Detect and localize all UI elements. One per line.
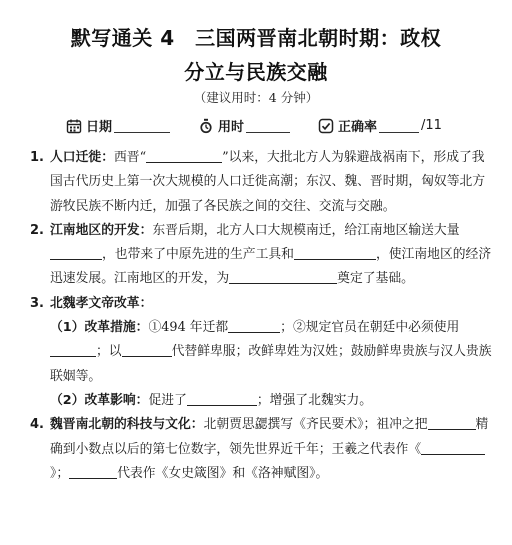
question-text: ；以 — [96, 344, 122, 360]
question-text: 精确到小数点以后的第七位数字，领先世界近千年；王羲之代表作《 — [50, 417, 489, 457]
question-number: 3. — [30, 295, 44, 311]
question-text: 奠定了基础。 — [337, 271, 414, 287]
answer-blank[interactable] — [146, 148, 222, 163]
date-label: 日期 — [86, 120, 113, 135]
answer-blank[interactable] — [187, 391, 257, 406]
stopwatch-icon — [198, 118, 214, 134]
answer-blank[interactable] — [294, 245, 376, 260]
question-text: ，使江南地区的经济迅速发展。江南地区的开发，为 — [50, 247, 492, 287]
question-text: 促进了 — [148, 392, 187, 408]
time-label: 用时 — [218, 120, 245, 135]
page-title-line1: 默写通关 4 三国两晋南北朝时期：政权 — [70, 26, 442, 50]
date-field[interactable] — [66, 116, 170, 135]
question-text: 》； — [50, 465, 70, 481]
question-3-impact — [50, 389, 492, 413]
question-3-measures — [50, 316, 492, 389]
page-title-line2: 分立与民族交融 — [184, 60, 328, 84]
sub-keyword: （2）改革影响： — [50, 392, 149, 408]
answer-blank[interactable] — [50, 245, 102, 260]
question-keyword: 魏晋南北朝的科技与文化： — [50, 417, 204, 433]
question-text: 北朝贾思勰撰写《齐民要术》；祖冲之把 — [203, 417, 428, 433]
answer-blank[interactable] — [50, 342, 96, 357]
calendar-icon — [66, 118, 82, 134]
question-text: ①494 年迁都 — [148, 320, 229, 336]
question-keyword: 北魏孝文帝改革： — [50, 295, 153, 311]
question-text: 东晋后期，北方人口大规模南迁，给江南地区输送大量 — [152, 222, 460, 238]
answer-blank[interactable] — [228, 318, 280, 333]
question-number: 2. — [30, 222, 44, 238]
question-4 — [30, 413, 492, 486]
question-number: 1. — [30, 150, 44, 165]
question-text: 代表作《女史箴图》和《洛神赋图》。 — [117, 465, 329, 481]
accuracy-field[interactable] — [318, 116, 442, 135]
time-blank[interactable] — [246, 118, 290, 133]
question-keyword: 人口迁徙： — [50, 150, 114, 165]
question-text: ，也带来了中原先进的生产工具和 — [102, 247, 294, 263]
question-text: 西晋“ — [113, 150, 147, 165]
question-1 — [30, 146, 492, 219]
question-list — [30, 146, 492, 486]
accuracy-blank[interactable] — [379, 118, 419, 133]
answer-blank[interactable] — [421, 440, 485, 455]
checkbox-icon — [318, 118, 334, 134]
time-field[interactable] — [198, 116, 290, 135]
question-keyword: 江南地区的开发： — [50, 222, 153, 238]
suggested-time: （建议用时：4 分钟） — [193, 90, 319, 105]
sub-keyword: （1）改革措施： — [50, 320, 149, 336]
question-text: ”以来，大批北方人为躲避战祸南下，形成了我国古代历史上第一次大规模的人口迁徙高潮；东汉、魏、晋时期，匈奴等北方游牧民族不断内迁，加强了各民族之间的交往、交流与交融。 — [50, 150, 486, 214]
accuracy-label: 正确率 — [338, 120, 378, 135]
question-text: ；②规定官员在朝廷中必须使用 — [280, 320, 460, 336]
answer-blank[interactable] — [122, 342, 172, 357]
date-blank[interactable] — [114, 118, 170, 133]
question-3 — [30, 292, 492, 413]
question-2 — [30, 219, 492, 292]
question-text: 代替鲜卑服；改鲜卑姓为汉姓；鼓励鲜卑贵族与汉人贵族联姻等。 — [50, 344, 492, 384]
answer-blank[interactable] — [229, 269, 337, 284]
question-number: 4. — [30, 417, 44, 433]
meta-bar — [66, 116, 466, 138]
accuracy-total: /11 — [421, 118, 442, 133]
answer-blank[interactable] — [69, 464, 117, 479]
question-text: ；增强了北魏实力。 — [256, 392, 373, 408]
answer-blank[interactable] — [428, 415, 476, 430]
